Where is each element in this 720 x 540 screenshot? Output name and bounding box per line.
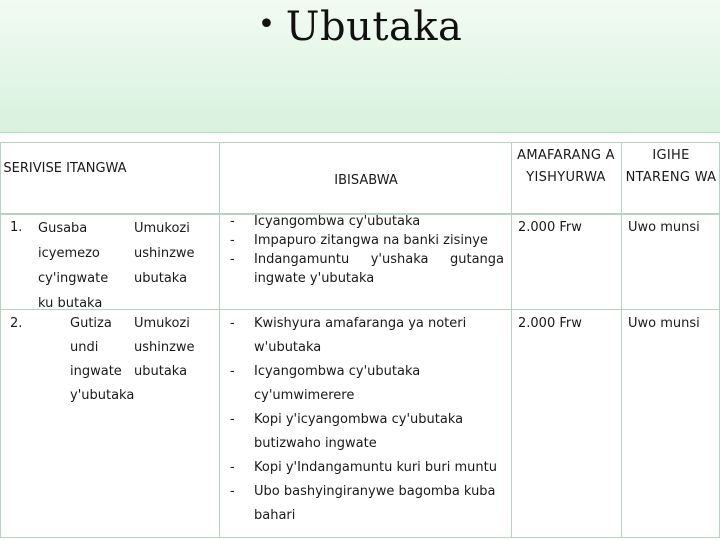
- dash-icon: -: [230, 214, 235, 229]
- requirement-item: - Kwishyura amafaranga ya noteri w'ubutaka: [224, 312, 504, 360]
- requirement-item: - Icyangombwa cy'ubutaka: [230, 214, 421, 229]
- row-time: Uwo munsi: [628, 316, 700, 331]
- row-requirements: [224, 212, 504, 288]
- header-requirements: IBISABWA: [334, 173, 398, 188]
- dash-icon: -: [230, 364, 235, 379]
- row-time: Uwo munsi: [628, 220, 700, 235]
- slide-title-text: Ubutaka: [285, 4, 463, 50]
- requirement-item: - Kopi y'icyangombwa cy'ubutaka butizwaho ingwate: [224, 408, 504, 456]
- row-provider: Umukozi ushinzwe ubutaka: [134, 221, 195, 286]
- dash-icon: -: [230, 412, 235, 427]
- table-left-border: [0, 142, 1, 538]
- dash-icon: -: [230, 484, 235, 499]
- bullet-icon: •: [257, 7, 276, 42]
- row-number: 1.: [10, 220, 23, 235]
- requirement-item: - Indangamuntu y'ushaka gutanga ingwate y'ubutaka: [230, 252, 504, 286]
- row-provider: Umukozi ushinzwe ubutaka: [134, 316, 195, 379]
- column-divider: [511, 142, 512, 538]
- column-divider: [219, 142, 220, 538]
- row-fee: 2.000 Frw: [518, 316, 582, 331]
- requirement-item: - Icyangombwa cy'ubutaka cy'umwimerere: [224, 360, 504, 408]
- slide-title: [0, 4, 720, 50]
- dash-icon: -: [230, 233, 235, 248]
- header-time: IGIHE NTARENG WA: [625, 148, 717, 185]
- header-fee: AMAFARANG A YISHYURWA: [517, 148, 615, 185]
- table-bottom-border: [0, 537, 720, 538]
- dash-icon: -: [230, 316, 235, 331]
- requirement-item: - Ubo bashyingiranywe bagomba kuba bahari: [224, 480, 504, 528]
- column-divider: [621, 142, 622, 538]
- dash-icon: -: [230, 460, 235, 475]
- requirement-item: - Kopi y'Indangamuntu kuri buri muntu: [224, 456, 504, 480]
- row-service: Gutiza undi ingwate y'ubutaka: [70, 316, 135, 403]
- row-service: Gusaba icyemezo cy'ingwate ku butaka: [38, 221, 109, 311]
- row-number: 2.: [10, 316, 23, 331]
- row-requirements: [224, 312, 504, 528]
- header-service: SERIVISE ITANGWA: [3, 161, 127, 176]
- requirement-item: - Impapuro zitangwa na banki zisinye: [230, 233, 488, 248]
- row-fee: 2.000 Frw: [518, 220, 582, 235]
- table-top-border: [0, 142, 720, 143]
- dash-icon: -: [230, 252, 235, 267]
